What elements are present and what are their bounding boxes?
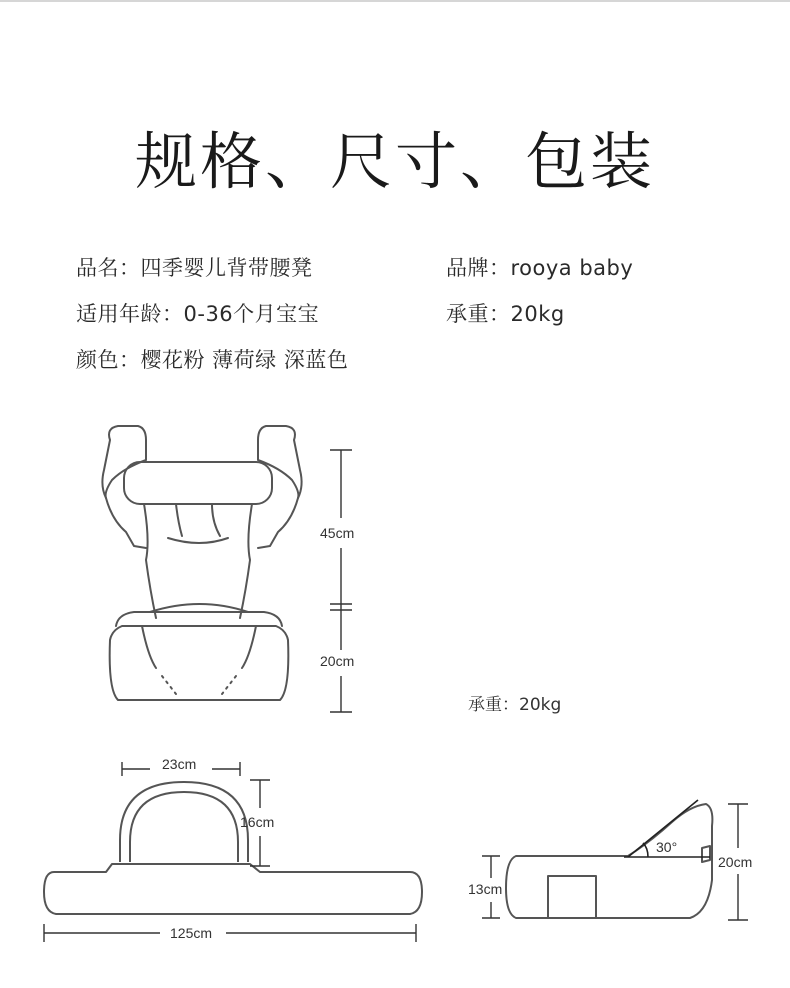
front-dimension-lines [330, 450, 352, 712]
seat-top-drawing [44, 782, 422, 914]
spec-brand: 品牌：rooya baby [446, 256, 634, 280]
spec-load: 承重：20kg [446, 302, 565, 326]
side-height-front-label: 13cm [468, 881, 503, 897]
side-angle-label: 30° [656, 839, 678, 855]
side-dimension-lines [482, 804, 748, 920]
belt-length-label: 125cm [170, 925, 213, 941]
front-load-note: 承重：20kg [468, 695, 562, 715]
spec-age: 适用年龄：0-36个月宝宝 [76, 302, 320, 326]
spec-colors: 颜色：樱花粉 薄荷绿 深蓝色 [76, 348, 349, 372]
seat-side-drawing [506, 804, 712, 918]
page-title: 规格、尺寸、包装 [134, 125, 655, 198]
front-height-upper-label: 45cm [320, 525, 355, 541]
seat-depth-label: 16cm [240, 814, 275, 830]
spec-product-name: 品名：四季婴儿背带腰凳 [76, 256, 313, 280]
front-height-lower-label: 20cm [320, 653, 355, 669]
seat-width-label: 23cm [162, 756, 197, 772]
carrier-front-drawing [102, 426, 301, 700]
side-height-back-label: 20cm [718, 854, 753, 870]
